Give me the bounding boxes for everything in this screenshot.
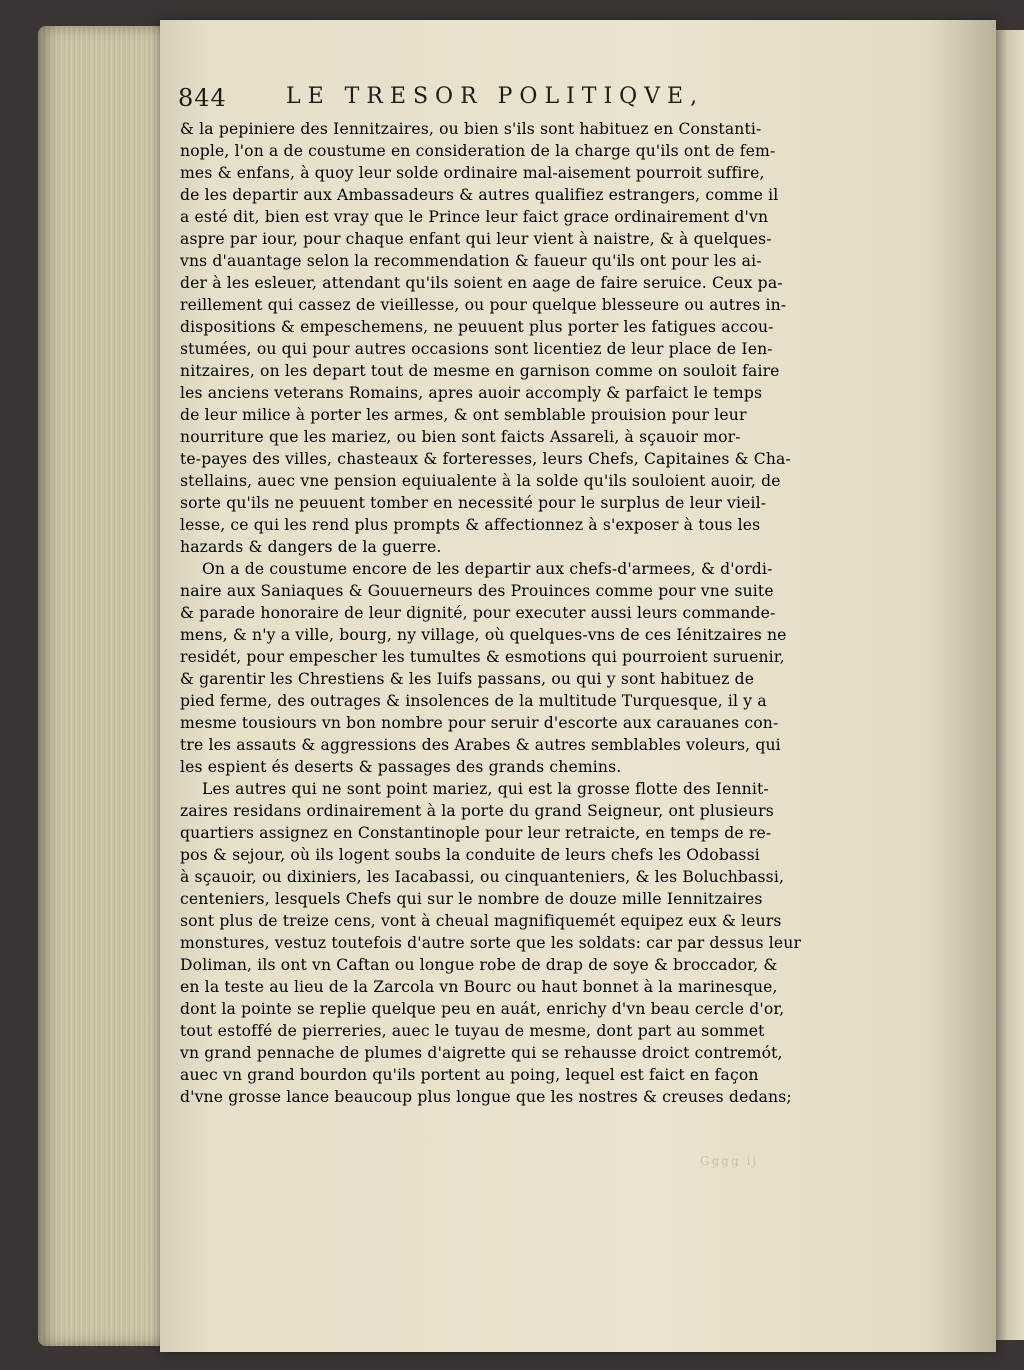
paragraph-start-line: On a de coustume encore de les departir aux chefs-d'armees, & d'ordi- <box>202 560 773 578</box>
text-line: & la pepiniere des Iennitzaires, ou bien s'ils sont habituez en Constanti- <box>180 120 762 138</box>
text-line: dispositions & empeschemens, ne peuuent plus porter les fatigues accou- <box>180 318 774 336</box>
text-line: quartiers assignez en Constantinople pour leur retraicte, en temps de re- <box>180 824 772 842</box>
text-line: sorte qu'ils ne peuuent tomber en necessité pour le surplus de leur vieil- <box>180 494 767 512</box>
running-head <box>178 78 838 118</box>
text-line: der à les esleuer, attendant qu'ils soient en aage de faire seruice. Ceux pa- <box>180 274 783 292</box>
text-line: & parade honoraire de leur dignité, pour executer aussi leurs commande- <box>180 604 776 622</box>
text-line: residét, pour empescher les tumultes & esmotions qui pourroient suruenir, <box>180 648 785 666</box>
text-line: auec vn grand bourdon qu'ils portent au poing, lequel est faict en façon <box>180 1066 759 1084</box>
text-line: naire aux Saniaques & Gouuerneurs des Prouinces comme pour vne suite <box>180 582 774 600</box>
text-line: de leur milice à porter les armes, & ont semblable prouision pour leur <box>180 406 747 424</box>
text-line: tout estoffé de pierreries, auec le tuyau de mesme, dont part au sommet <box>180 1022 765 1040</box>
text-line: d'vne grosse lance beaucoup plus longue que les nostres & creuses dedans; <box>180 1088 792 1106</box>
text-line: les espient és deserts & passages des grands chemins. <box>180 758 622 776</box>
text-line: nitzaires, on les depart tout de mesme en garnison comme on souloit faire <box>180 362 780 380</box>
text-line: lesse, ce qui les rend plus prompts & affectionnez à s'exposer à tous les <box>180 516 761 534</box>
text-line: zaires residans ordinairement à la porte du grand Seigneur, ont plusieurs <box>180 802 774 820</box>
text-line: les anciens veterans Romains, apres auoir accomply & parfaict le temps <box>180 384 763 402</box>
text-line: en la teste au lieu de la Zarcola vn Bourc ou haut bonnet à la marinesque, <box>180 978 778 996</box>
text-line: pos & sejour, où ils logent soubs la conduite de leurs chefs les Odobassi <box>180 846 760 864</box>
folio-number: 844 <box>178 84 227 112</box>
text-line: nople, l'on a de coustume en consideration de la charge qu'ils ont de fem- <box>180 142 776 160</box>
text-line: aspre par iour, pour chaque enfant qui leur vient à naistre, & à quelques- <box>180 230 772 248</box>
text-line: monstures, vestuz toutefois d'autre sorte que les soldats: car par dessus leur <box>180 934 802 952</box>
running-title: LE TRESOR POLITIQVE, <box>286 84 705 109</box>
text-line: nourriture que les mariez, ou bien sont faicts Assareli, à sçauoir mor- <box>180 428 741 446</box>
text-line: hazards & dangers de la guerre. <box>180 538 442 556</box>
text-line: à sçauoir, ou dixiniers, les Iacabassi, ou cinquanteniers, & les Boluchbassi, <box>180 868 785 886</box>
paragraph-start-line: Les autres qui ne sont point mariez, qui est la grosse flotte des Iennit- <box>202 780 769 798</box>
text-line: mesme tousiours vn bon nombre pour seruir d'escorte aux carauanes con- <box>180 714 779 732</box>
text-line: mens, & n'y a ville, bourg, ny village, où quelques-vns de ces Iénitzaires ne <box>180 626 787 644</box>
text-line: & garentir les Chrestiens & les Iuifs passans, ou qui y sont habituez de <box>180 670 755 688</box>
text-line: te-payes des villes, chasteaux & forteresses, leurs Chefs, Capitaines & Cha- <box>180 450 791 468</box>
text-line: pied ferme, des outrages & insolences de la multitude Turquesque, il y a <box>180 692 767 710</box>
text-line: dont la pointe se replie quelque peu en auát, enrichy d'vn beau cercle d'or, <box>180 1000 785 1018</box>
text-line: a esté dit, bien est vray que le Prince leur faict grace ordinairement d'vn <box>180 208 769 226</box>
text-line: stellains, auec vne pension equiualente à la solde qu'ils souloient auoir, de <box>180 472 781 490</box>
text-line: reillement qui cassez de vieillesse, ou pour quelque blesseure ou autres in- <box>180 296 787 314</box>
text-line: Doliman, ils ont vn Caftan ou longue robe de drap de soye & broccador, & <box>180 956 778 974</box>
text-line: tre les assauts & aggressions des Arabes & autres semblables voleurs, qui <box>180 736 781 754</box>
text-line: de les departir aux Ambassadeurs & autres qualifiez estrangers, comme il <box>180 186 779 204</box>
text-line: stumées, ou qui pour autres occasions sont licentiez de leur place de Ien- <box>180 340 773 358</box>
text-line: vns d'auantage selon la recommendation & faueur qu'ils ont pour les ai- <box>180 252 762 270</box>
text-line: mes & enfans, à quoy leur solde ordinaire mal-aisement pourroit suffire, <box>180 164 765 182</box>
facing-page-edge <box>996 30 1024 1340</box>
bleed-through-catchword: Gggg ij <box>700 1154 759 1168</box>
book-page-edges <box>38 26 178 1346</box>
text-line: sont plus de treize cens, vont à cheual magnifiquemét equipez eux & leurs <box>180 912 782 930</box>
text-line: centeniers, lesquels Chefs qui sur le nombre de douze mille Iennitzaires <box>180 890 763 908</box>
text-line: vn grand pennache de plumes d'aigrette qui se rehausse droict contremót, <box>180 1044 783 1062</box>
